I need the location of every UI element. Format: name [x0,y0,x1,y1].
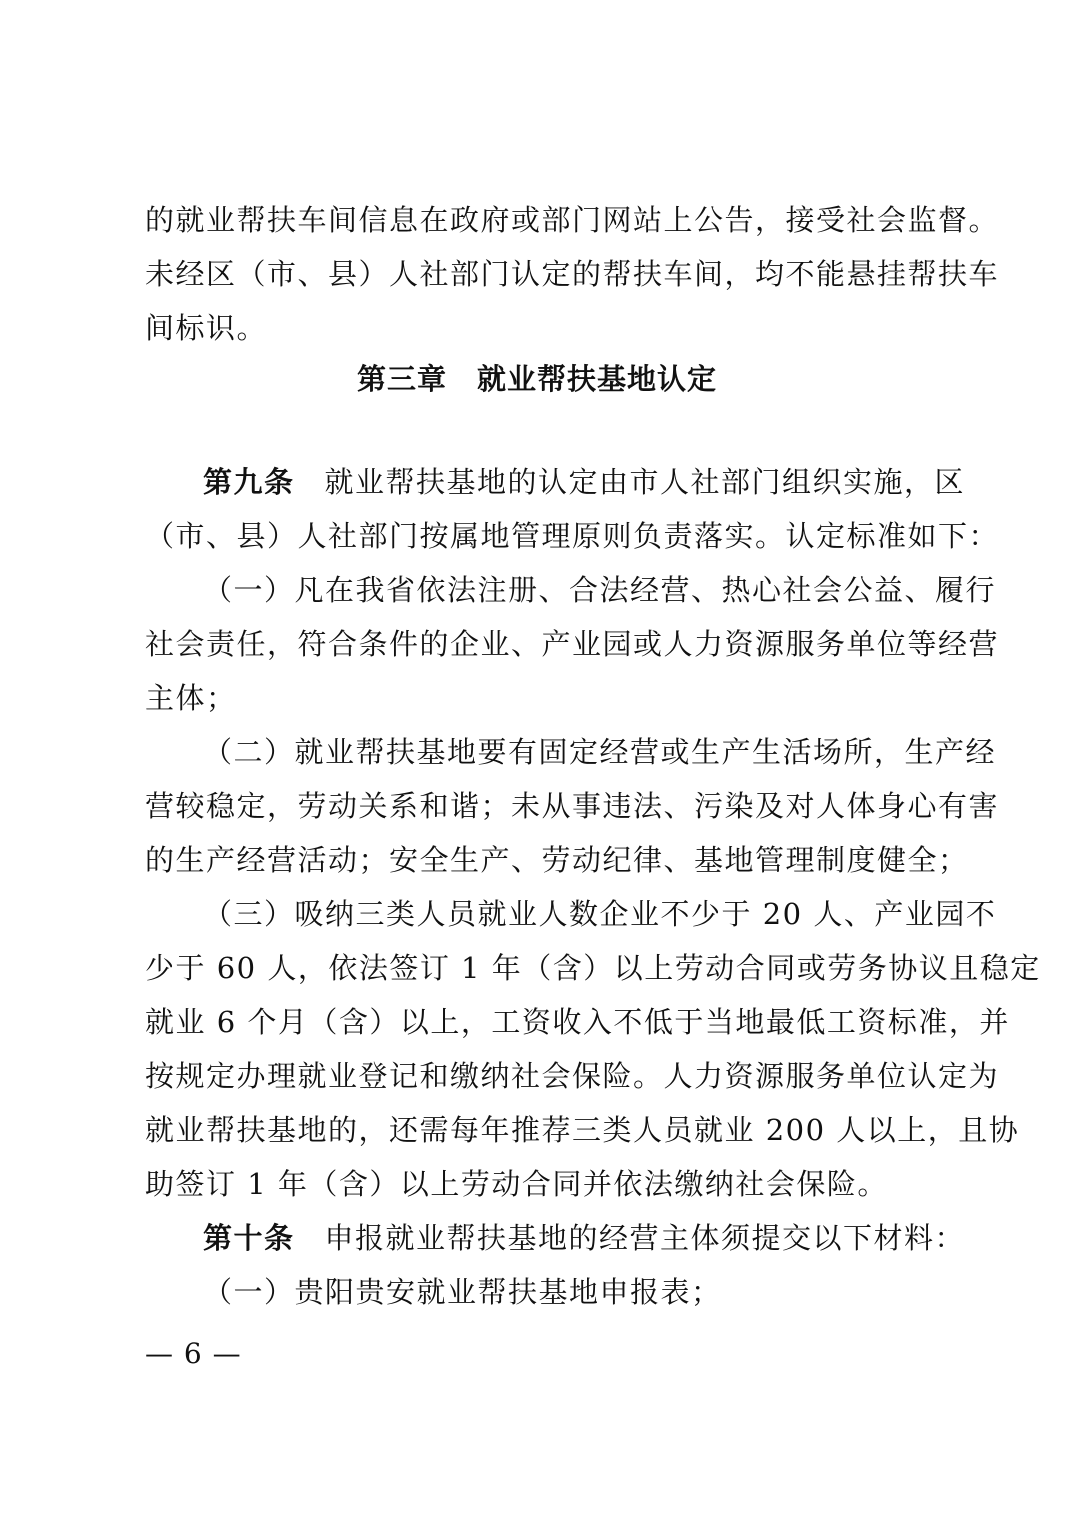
paragraph-line: 的就业帮扶车间信息在政府或部门网站上公告，接受社会监督。 [145,203,1000,237]
item-line: （三）吸纳三类人员就业人数企业不少于 20 人、产业园不 [203,897,997,931]
item-line: 助签订 1 年（含）以上劳动合同并依法缴纳社会保险。 [145,1167,888,1201]
paragraph-line: （市、县）人社部门按属地管理原则负责落实。认定标准如下： [145,519,1000,553]
page-number: — 6 — [145,1337,242,1370]
article-10-text: 申报就业帮扶基地的经营主体须提交以下材料： [324,1221,966,1255]
item-line: 主体； [145,681,237,715]
paragraph-line: 未经区（市、县）人社部门认定的帮扶车间，均不能悬挂帮扶车 [145,257,1000,291]
item-line: （一）贵阳贵安就业帮扶基地申报表； [203,1275,722,1309]
article-9-first-line [203,464,966,500]
item-line: （一）凡在我省依法注册、合法经营、热心社会公益、履行 [203,573,997,607]
paragraph-line: 间标识。 [145,311,268,345]
item-line: 社会责任，符合条件的企业、产业园或人力资源服务单位等经营 [145,627,1000,661]
item-line: 就业 6 个月（含）以上，工资收入不低于当地最低工资标准，并 [145,1005,1010,1039]
article-9-text: 就业帮扶基地的认定由市人社部门组织实施，区 [324,465,966,499]
item-line: 按规定办理就业登记和缴纳社会保险。人力资源服务单位认定为 [145,1059,1000,1093]
item-line: （二）就业帮扶基地要有固定经营或生产生活场所，生产经 [203,735,997,769]
article-10-first-line [203,1220,966,1256]
item-line: 的生产经营活动；安全生产、劳动纪律、基地管理制度健全； [145,843,969,877]
article-9-label: 第九条 [203,465,295,499]
item-line: 营较稳定，劳动关系和谐；未从事违法、污染及对人体身心有害 [145,789,1000,823]
chapter-heading: 第三章 就业帮扶基地认定 [356,362,717,396]
article-10-label: 第十条 [203,1221,295,1255]
item-line: 就业帮扶基地的，还需每年推荐三类人员就业 200 人以上，且协 [145,1113,1020,1147]
item-line: 少于 60 人，依法签订 1 年（含）以上劳动合同或劳务协议且稳定 [145,951,1041,985]
